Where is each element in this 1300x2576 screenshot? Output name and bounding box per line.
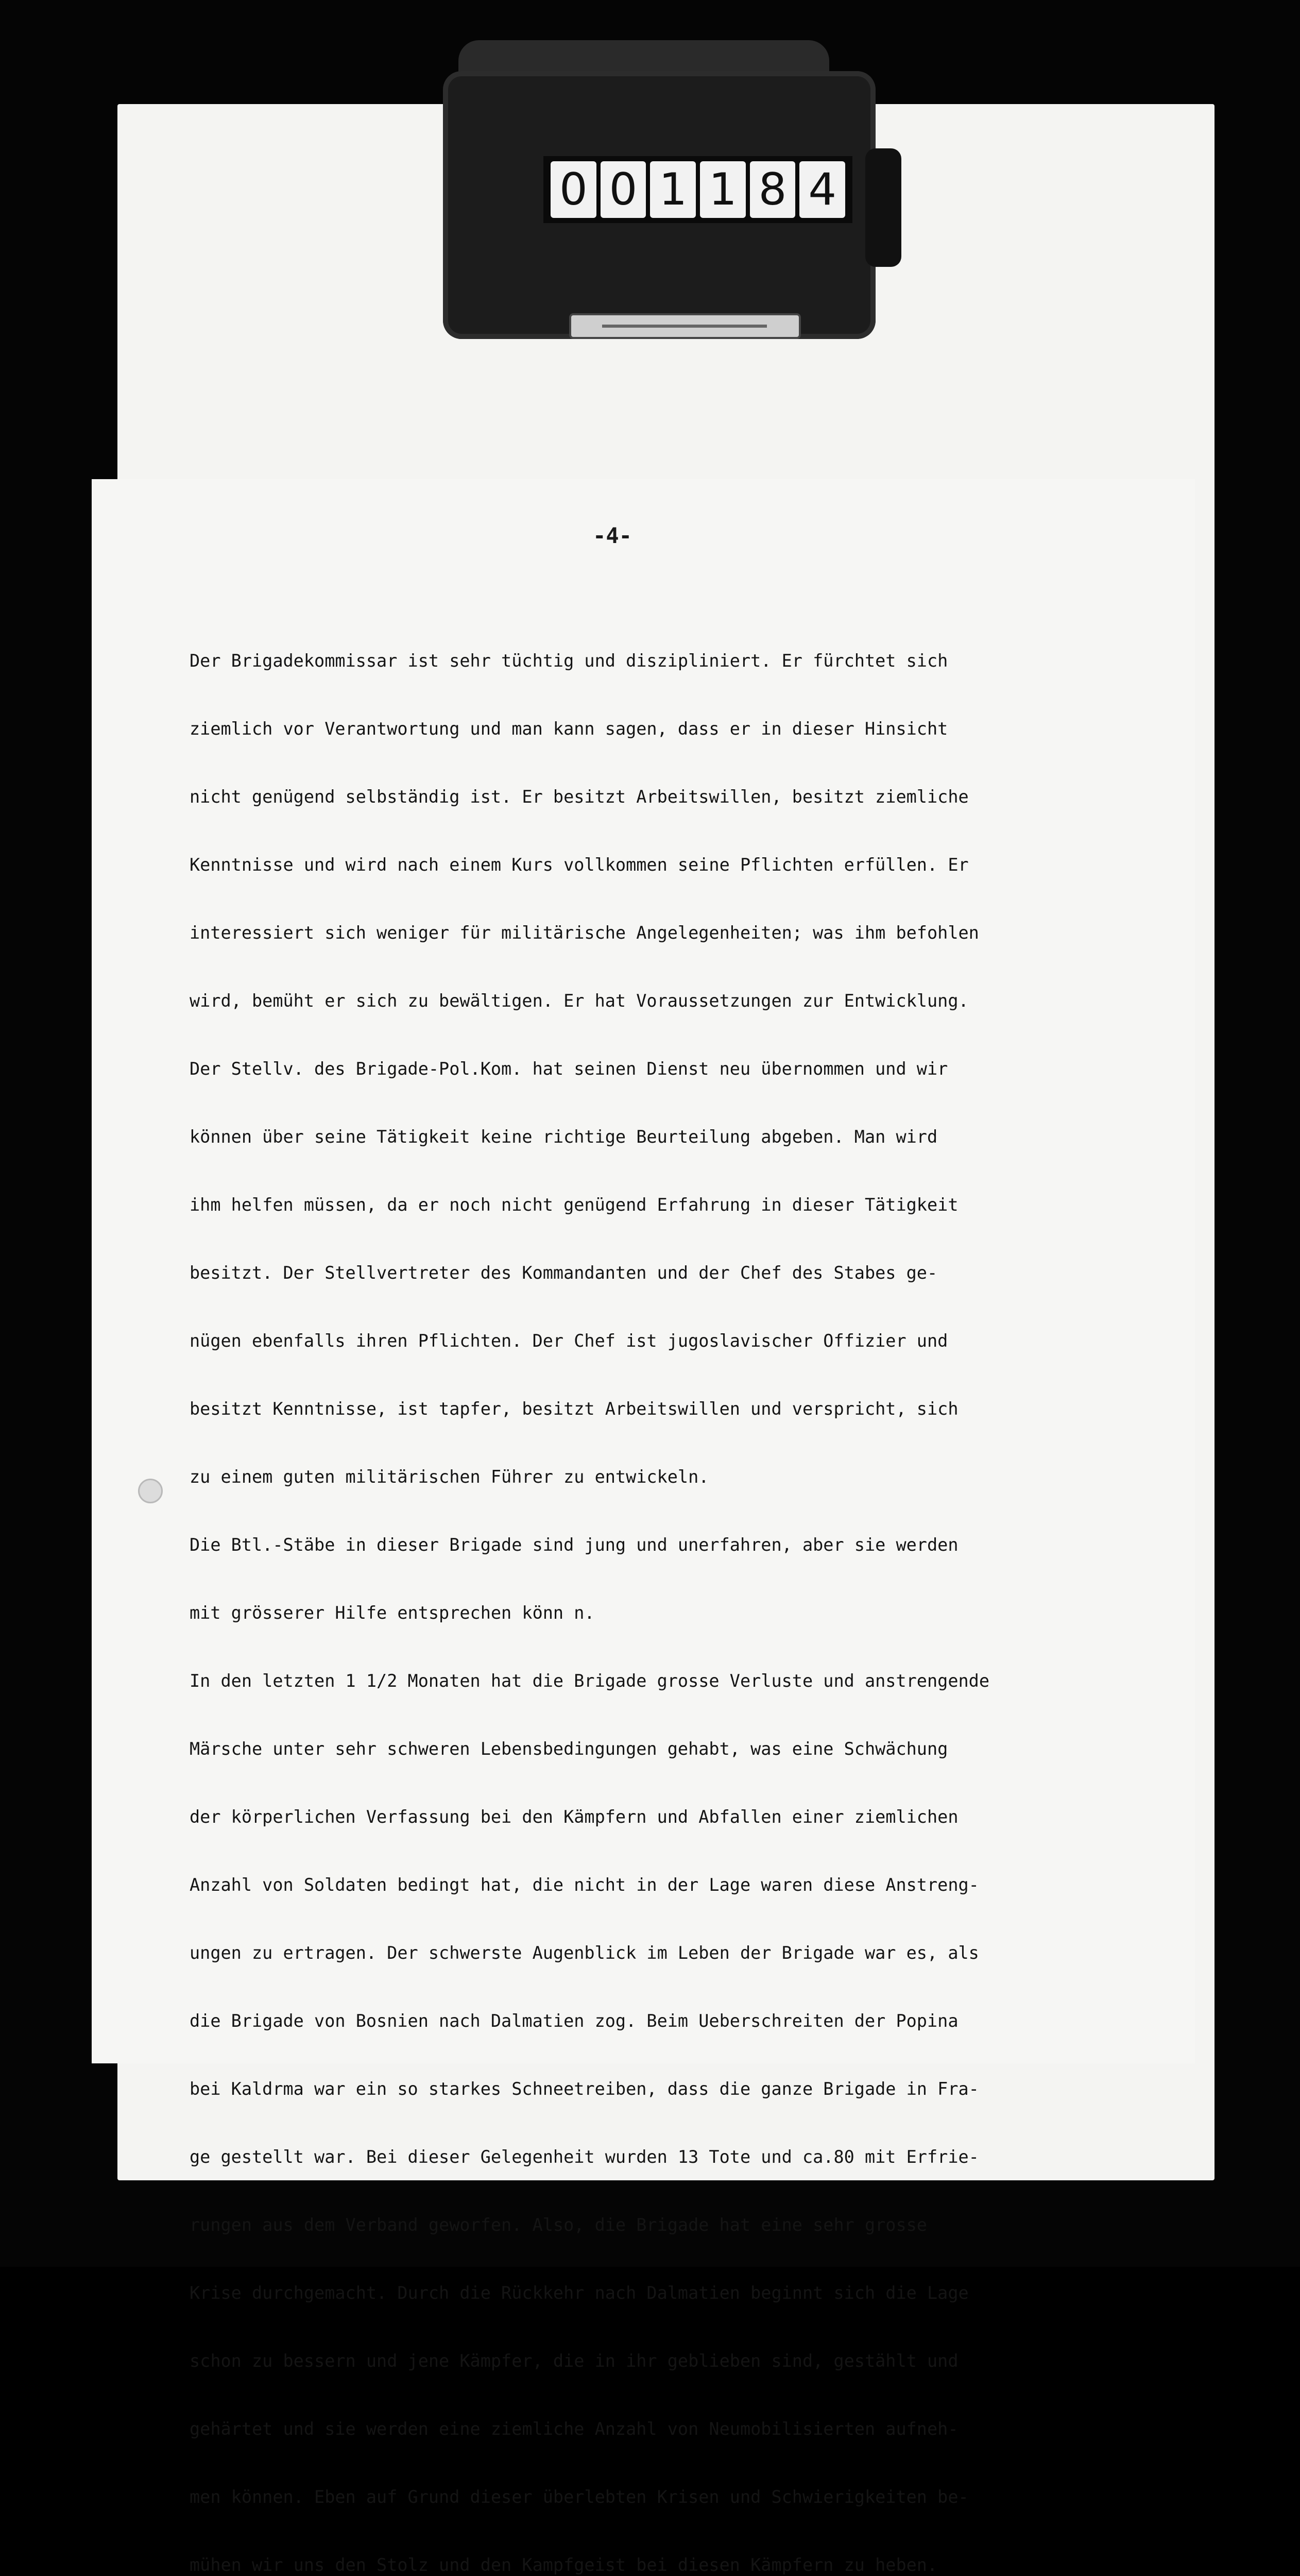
text-line: Anzahl von Soldaten bedingt hat, die nicht in der Lage waren diese Anstreng- [190,1875,979,1895]
text-line: nügen ebenfalls ihren Pflichten. Der Chef ist jugoslavischer Offizier und [190,1331,948,1351]
paragraph-block-1 [190,604,1199,2576]
counter-digit: 1 [700,161,746,218]
text-line: gehärtet und sie werden eine ziemliche Anzahl von Neumobilisierten aufneh- [190,2419,959,2439]
text-line: Kenntnisse und wird nach einem Kurs vollkommen seine Pflichten erfüllen. Er [190,855,969,875]
text-line: bei Kaldrma war ein so starkes Schneetreiben, dass die ganze Brigade in Fra- [190,2079,979,2099]
counter-digit: 0 [601,161,646,218]
text-line: In den letzten 1 1/2 Monaten hat die Brigade grosse Verluste und anstrengende [190,1671,989,1691]
text-line: ungen zu ertragen. Der schwerste Augenblick im Leben der Brigade war es, als [190,1943,979,1963]
text-line: zu einem guten militärischen Führer zu entwickeln. [190,1467,709,1487]
text-line: ziemlich vor Verantwortung und man kann sagen, dass er in dieser Hinsicht [190,719,948,739]
text-line: nicht genügend selbständig ist. Er besitzt Arbeitswillen, besitzt ziemliche [190,787,969,807]
text-line: besitzt Kenntnisse, ist tapfer, besitzt Arbeitswillen und verspricht, sich [190,1399,959,1419]
text-line: interessiert sich weniger für militärische Angelegenheiten; was ihm befohlen [190,923,979,943]
page-number: -4- [593,523,632,548]
text-line: der körperlichen Verfassung bei den Kämpfern und Abfallen einer ziemlichen [190,1807,959,1827]
text-line: Der Stellv. des Brigade-Pol.Kom. hat seinen Dienst neu übernommen und wir [190,1059,948,1079]
text-line: Krise durchgemacht. Durch die Rückkehr nach Dalmatien beginnt sich die Lage [190,2283,969,2303]
counter-digit-window [543,156,852,223]
counter-digit: 8 [750,161,796,218]
text-line: mit grösserer Hilfe entsprechen könn n. [190,1603,595,1623]
text-line: ge gestellt war. Bei dieser Gelegenheit wurden 13 Tote und ca.80 mit Erfrie- [190,2147,979,2167]
text-line: Der Brigadekommissar ist sehr tüchtig und diszipliniert. Er fürchtet sich [190,651,948,671]
text-line: besitzt. Der Stellvertreter des Kommandanten und der Chef des Stabes ge- [190,1263,938,1283]
counter-digit: 1 [650,161,696,218]
counter-nameplate [569,313,801,339]
counter-body [443,71,876,339]
document-page [92,479,1195,2575]
text-line: rungen aus dem Verband geworfen. Also, die Brigade hat eine sehr grosse [190,2215,927,2235]
text-line: Die Btl.-Stäbe in dieser Brigade sind jung und unerfahren, aber sie werden [190,1535,959,1555]
document-body [190,559,1199,2576]
text-line: die Brigade von Bosnien nach Dalmatien zog. Beim Ueberschreiten der Popina [190,2011,959,2031]
punch-hole [138,1479,163,1503]
text-line: wird, bemüht er sich zu bewältigen. Er hat Voraussetzungen zur Entwicklung. [190,991,969,1011]
counter-knob [865,148,901,267]
text-line: mühen wir uns den Stolz und den Kampfgeist bei diesen Kämpfern zu heben. [190,2555,938,2575]
frame-counter-device [412,40,891,329]
text-line: Märsche unter sehr schweren Lebensbedingungen gehabt, was eine Schwächung [190,1739,948,1759]
text-line: men können. Eben auf Grund dieser überlebten Krisen und Schwierigkeiten be- [190,2487,969,2507]
text-line: können über seine Tätigkeit keine richtige Beurteilung abgeben. Man wird [190,1127,938,1147]
counter-digit: 4 [799,161,845,218]
counter-digit: 0 [551,161,596,218]
text-line: ihm helfen müssen, da er noch nicht genügend Erfahrung in dieser Tätigkeit [190,1195,959,1215]
text-line: schon zu bessern und jene Kämpfer, die in ihr geblieben sind, gestählt und [190,2351,959,2371]
